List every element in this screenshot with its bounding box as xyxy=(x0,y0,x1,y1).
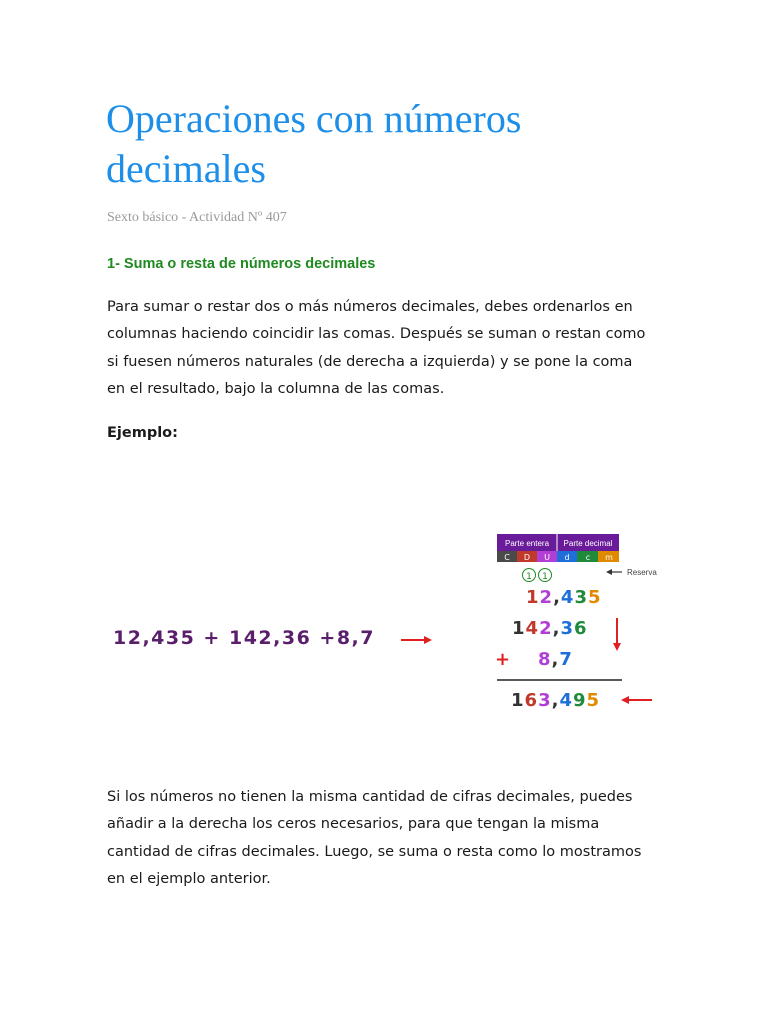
addend-row-1 xyxy=(526,587,602,608)
addend-2: 142,36 xyxy=(512,618,588,639)
addend-row-3 xyxy=(495,649,573,670)
activity-subtitle: Sexto básico - Actividad Nº 407 xyxy=(107,210,287,225)
addend-3: 8,7 xyxy=(538,649,573,670)
place-c: C xyxy=(504,553,510,562)
plus-sign: + xyxy=(495,649,511,670)
place-value-table xyxy=(497,534,619,562)
place-m: m xyxy=(605,553,613,562)
result-arrow-icon xyxy=(621,696,652,704)
expression-arrow-icon xyxy=(401,636,432,644)
closing-paragraph: Si los números no tienen la misma cantidad de cifras decimales, puedes añadir a la derecha los ceros necesarios, para que tengan la misma cantidad de cifras decimales. Luego, se suma o resta como lo mostramos en el ejemplo anterior. xyxy=(107,789,642,887)
place-u: U xyxy=(544,553,550,562)
section-heading: 1- Suma o resta de números decimales xyxy=(107,256,376,272)
integer-part-header: Parte entera xyxy=(504,539,550,548)
expression-text: 12,435 + 142,36 +8,7 xyxy=(113,627,375,649)
carry-label: Reserva xyxy=(627,568,657,577)
column-down-arrow-icon xyxy=(613,618,621,651)
carry-row xyxy=(523,568,658,582)
intro-paragraph: Para sumar o restar dos o más números decimales, debes ordenarlos en columnas haciendo coincidir las comas. Después se suman o restan como si fuesen números naturales (de derecha a izquierda) y se pone la coma en el resultado, bajo la columna de las comas. xyxy=(107,299,646,397)
result-row xyxy=(511,690,652,711)
carry-digit: 1 xyxy=(526,572,532,582)
carry-digit: 1 xyxy=(542,572,548,582)
addend-1: 12,435 xyxy=(526,587,602,608)
addend-row-2 xyxy=(512,618,621,651)
page-title: Operaciones con números decimales xyxy=(106,96,522,191)
place-d-lower: d xyxy=(564,553,570,562)
place-c-lower: c xyxy=(585,553,591,562)
place-d-upper: D xyxy=(523,553,531,562)
decimal-part-header: Parte decimal xyxy=(563,539,613,548)
example-label: Ejemplo: xyxy=(107,425,178,441)
result-number: 163,495 xyxy=(511,690,601,711)
